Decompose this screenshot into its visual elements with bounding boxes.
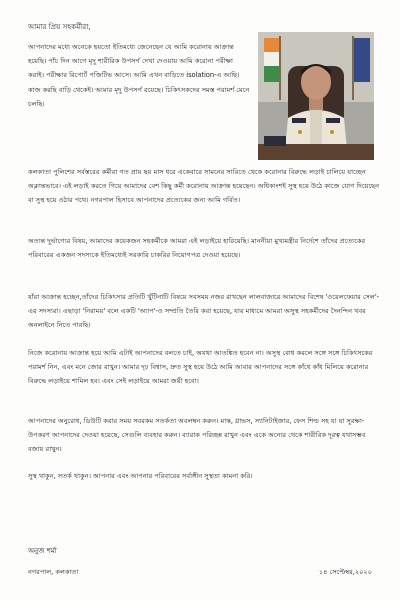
- paragraph-5: নিজে করোনায় আক্রান্ত হয়ে আমি এটাই আপনাদের বলতে চাই, অযথা আতঙ্কিত হবেন না। অসুস্থ বোধ করলে সঙ্গে সঙ্গে চিকিৎসকের পরামর্শ নিন, এবং মনে জোর রাখুন। আমার দৃঢ় বিশ্বাস, দ্রুত সুস্থ হয়ে উঠে আমি আবার আপনাদের সঙ্গে কাঁধে কাঁধ মিলিয়ে করোনার বিরুদ্ধে লড়াইয়ে শামিল হব। এবং সেই লড়াইয়ে আমরা জয়ী হবো।: [28, 349, 373, 386]
- paragraph-2: কলকাতা পুলিশের সর্বস্তরের কর্মীরা গত প্রায় ছয় মাস ধরে একেবারে সামনের সারিতে থেকে করোনার বিরুদ্ধে লড়াই চালিয়ে যাচ্ছেন অক্লান্তভাবে। এই লড়াই করতে গিয়ে আমাদের বেশ কিছু কর্মী করোনায় আক্রান্ত হয়েছেন। অধিকাংশই সুস্থ হয়ে উঠে কাজে যোগ দিয়েছেন বা সুস্থ হয়ে ওঠার পথে। নগরপাল হিসাবে আপনাদের প্রত্যেকের জন্য আমি গর্বিত।: [28, 168, 380, 205]
- officer-photo: [258, 32, 374, 160]
- signatory-name: অনুজ শর্মা: [28, 547, 57, 555]
- letter-salutation: আমার প্রিয় সহকর্মীরা,: [28, 22, 91, 31]
- paragraph-6: আপনাদের অনুরোধ, ডিউটি করার সময় সবরকম সতর্কতা অবলম্বন করুন। মাস্ক, গ্লাভস, স্যানিটাইজার, ফেস শিল্ড সহ যা যা সুরক্ষা-উপকরণ আপনাদের দেওয়া হয়েছে, সেগুলি ব্যবহার করুন। ব্যারাক পরিচ্ছন্ন রাখুন এবং একে অন্যের থেকে শারীরিক দূরত্ব যথাসম্ভব বজায় রাখুন।: [28, 417, 366, 454]
- paragraph-3: অত্যন্ত দুর্ভাগ্যের বিষয়, আমাদের কয়েকজন সহকর্মীকে আমরা এই লড়াইয়ে হারিয়েছি। মাননীয়া মুখ্যমন্ত্রীর নির্দেশে তাঁদের প্রত্যেকের পরিবারের একজন সদস্যকে ইতিমধ্যেই সরকারি চাকরির নিয়োগপত্র দেওয়া হয়েছে।: [28, 237, 366, 260]
- paragraph-1: আপনাদের মধ্যে অনেকে হয়তো ইতিমধ্যে জেনেছেন যে আমি করোনায় আক্রান্ত হয়েছি। পাঁচ দিন আগে মৃদু শারীরিক উপসর্গ দেখা দেওয়ায় আমি করোনা পরীক্ষা করাই। পরীক্ষার রিপোর্ট পজিটিভ আসে। আমি এখন বাড়িতে isolation-এ আছি। কাজ করছি বাড়ি থেকেই। আমার মৃদু উপসর্গ রয়েছে। চিকিৎসকদের সমস্ত পরামর্শ মেনে চলছি।: [28, 43, 250, 108]
- paragraph-4: যাঁরা আক্রান্ত হচ্ছেন,তাঁদের চিকিৎসার প্রতিটি খুঁটিনাটি বিষয়ে সবসময় নজর রাখছেন লালবাজারে আমাদের বিশেষ 'ওয়েলফেয়ার সেল'-এর সদস্যরা। এছাড়া 'নিরাময়' বলে একটি 'অ্যাপ'-ও সম্প্রতি তৈরি করা হয়েছে, যার মাধ্যমে আমরা অসুস্থ সহকর্মীদের দৈনন্দিন খবর অনলাইনে নিতে পারছি।: [28, 293, 380, 330]
- letter-date: ১৪ সেপ্টেম্বর,২০২০: [318, 568, 372, 576]
- signatory-designation: নগরপাল, কলকাতা: [28, 568, 79, 576]
- paragraph-7: সুস্থ থাকুন, সতর্ক থাকুন। আপনার এবং আপনার পরিবারের সর্বাঙ্গীন সুস্থতা কামনা করি।: [28, 472, 253, 480]
- officer-photo-illustration: [258, 32, 374, 160]
